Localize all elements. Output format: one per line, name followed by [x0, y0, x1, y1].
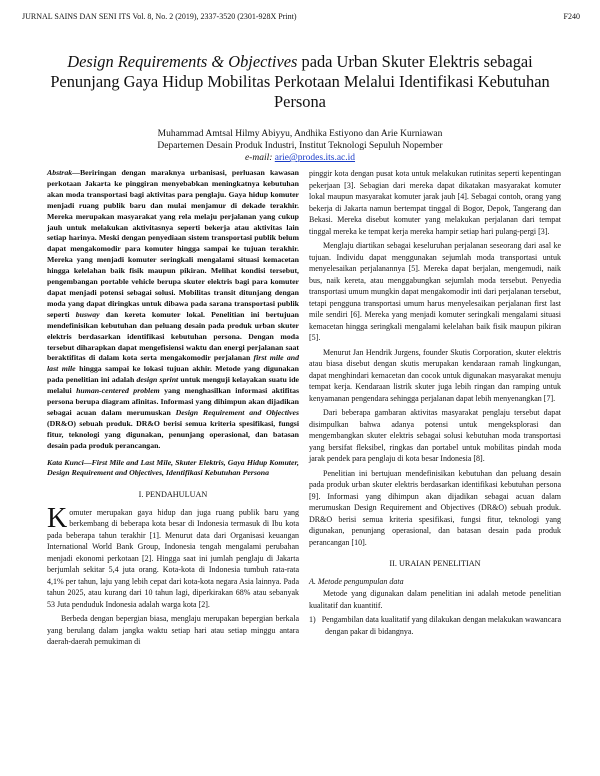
drop-cap: K [47, 502, 68, 534]
author-names: Muhammad Amtsal Hilmy Abiyyu, Andhika Estiyono dan Arie Kurniawan [157, 129, 443, 139]
email-link[interactable]: arie@prodes.its.ac.id [274, 153, 356, 163]
intro-paragraph-4: Menglaju diartikan sebagai keseluruhan perjalanan seseorang dari asal ke tujuan. Individu dapat menggunakan sejumlah moda transportasi untuk menyelesaikan perjalanannya [5]. Mereka dapat berjalan, mengemudi, naik bus, naik kereta, atau menggabungkan sejumlah moda tersebut. Penyedia transportasi umum mungkin dapat mengakomodir inti dari perjalanan tersebut, tetapi pengguna transportasi umum harus menyelesaikan perjalanan first last mile sendiri [6]. Mereka yang menjadi komuter seringkali mengalami situasi kemacetan hingga seringkali mengalami kelelahan baik fisik maupun pikiran [5]. [309, 241, 561, 342]
abstract-text-6: (DR&O) sebuah produk. DR&O berisi semua kriteria spesifikasi, fungsi fitur, teknologi yang digunakan, penunjang operasional, dan batasan desain pada produk perancangan. [47, 418, 299, 450]
intro-paragraph-2: Berbeda dengan bepergian biasa, menglaju merupakan bepergian berkala yang berulang dalam jangka waktu setiap hari atau setiap minggu antara daerah-daerah pemukiman di [47, 614, 299, 647]
abstract [47, 168, 299, 452]
intro-paragraph-3: pinggir kota dengan pusat kota untuk melakukan rutinitas seperti kepentingan pekerjaan [3]. Sebagian dari mereka dapat dikatakan masyarakat komuter lokal maupun masyarakat komuter jarak jauh [4]. Sebagai contoh, orang yang bekerja di Jakarta namun bertempat tinggal di Bogor, Depok, Tangerang dan Bekasi. Mereka disebut komuter yang melakukan perjalanan dari tempat tinggal mereka ke tempat kerja mereka hampir setiap hari pulang-pergi [3]. [309, 169, 561, 236]
intro-paragraph-6: Dari beberapa gambaran aktivitas masyarakat penglaju tersebut dapat disimpulkan bahwa adanya potensi untuk mengeksplorasi dan mengembangkan skuter elektris sebagai solusi kebutuhan moda transportasi yang bersifat fleksibel, ringkas dan portabel untuk mobilitas pindah moda jarak pendek para penglaju di kota besar Indonesia [8]. [309, 408, 561, 463]
list-text: Pengambilan data kualitatif yang dilakukan dengan melakukan wawancara dengan pakar di bidangnya. [321, 615, 561, 636]
abstract-italic-2: first mile and last mile [47, 353, 299, 374]
title-italic: Design Requirements & Objectives [67, 52, 298, 71]
list-item [309, 614, 561, 637]
keywords [47, 458, 299, 480]
paper-title [40, 52, 560, 112]
abstract-dash: — [72, 168, 80, 177]
abstract-italic-1: busway [75, 309, 100, 319]
journal-info: JURNAL SAINS DAN SENI ITS Vol. 8, No. 2 (2019), 2337-3520 (2301-928X Print) [22, 12, 297, 21]
email-label: e-mail: [244, 153, 275, 163]
keywords-text: —First Mile and Last Mile, Skuter Elektris, Gaya Hidup Komuter, Design Requirement and Objectives, Identifikasi Kebutuhan Persona [47, 457, 299, 478]
abstract-italic-3: design sprint [136, 375, 179, 385]
running-header [22, 12, 580, 21]
abstract-text-3: hingga sampai ke lokasi tujuan akhir. Metode yang digunakan pada penelitian ini adalah [47, 364, 299, 385]
abstract-italic-4: human-centered problem [76, 386, 160, 396]
abstract-text-2: dan kereta komuter lokal. Penelitian ini bertujuan mendefinisikan kebutuhan dan peluang desain pada produk urban skuter elektris berdasarkan identifikasi kebutuhan persona. Dengan moda tersebut diharapkan dapat mengefisiensi waktu dan energi perjalanan saat beraktifitas di dalam kota serta mengakomodir perjalanan [47, 309, 299, 363]
intro-paragraph-7: Penelitian ini bertujuan mendefinisikan kebutuhan dan peluang desain pada produk urban skuter elektris berdasarkan identifikasi kebutuhan persona [9]. Informasi yang dihimpun akan dijadikan sebagai acuan dalam merumuskan Design Requirement and Objectives (DR&O) sebuah produk. DR&O berisi semua kriteria spesifikasi, fungsi fitur, teknologi yang digunakan, penunjang operasional, dan batasan desain pada produk perancangan [10]. [309, 468, 561, 547]
title-rest: pada Urban Skuter Elektris sebagai Penunjang Gaya Hidup Mobilitas Perkotaan Melalui Identifikasi Kebutuhan Persona [50, 52, 550, 111]
section-heading-methods: II. URAIAN PENELITIAN [389, 559, 481, 568]
intro-paragraph-5: Menurut Jan Hendrik Jurgens, founder Skutis Corporation, skuter elektris atau biasa disebut dengan skutis merupakan kendaraan ramah lingkungan, dapat menghindari kemacetan dan cocok untuk digunakan masyarakat menuju tempat kerja. Kendaraan listrik skuter juga lebih ringan dan ramping untuk kenyamanan pengendara sehingga perjalanan dapat lebih menyenangkan [7]. [309, 347, 561, 403]
intro-text-1: omuter merupakan gaya hidup dan juga ruang publik baru yang berkembang di beberapa kota besar di Indonesia termasuk di Ibu kota pada beberapa tahun terakhir [1]. Menurut data dari Organisasi keuangan International World Bank Group, Indonesia tengah mengalami perubahan menjadi ekonomi perkotaan [2]. Hingga saat ini jumlah penglaju di Jakarta berjumlah sekitar 5,4 juta orang. Kota-kota di Indonesia tumbuh rata-rata 4,1% per tahun, laju yang lebih cepat dari kota-kota negara Asia lainnya. Pada tahun 2025, atau kurang dari 10 tahun lagi, diperkirakan 68% atau sebanyak 53 Juta penduduk Indonesia adalah warga kota [2]. [47, 507, 299, 609]
intro-paragraph-1 [47, 502, 299, 611]
abstract-text-1: Beriringan dengan maraknya urbanisasi, perluasan kawasan perkotaan Jakarta ke pinggiran menyebabkan meningkatnya kebutuhan akan moda transportasi bagi aktivitas para penglaju. Gaya hidup komuter menjadi ruang publik baru dan mulai menjamur di dekade terakhir. Mereka merupakan masyarakat yang rela melaju perjalanan yang cukup jauh untuk melakukan aktivitasnya seperti bekerja atau aktivitas lain setiap harinya. Meski dengan penyediaan sistem transportasi publik belum dapat mengakomodir para komuter hingga sampai ke tujuan terakhir. Mereka yang menjadi komuter seringkali mengalami situasi kemacetan hingga kelelahan baik fisik maupun pikiran. Melihat kondisi tersebut, pengembangan portable vehicle berupa skuter elektris bagi para komuter dapat menjadi potensi sebagai solusi. Mobilitas transit ditunjang dengan moda yang dapat diringkas untuk dibawa pada sarana transportasi publik seperti [47, 168, 299, 319]
affiliation: Departemen Desain Produk Industri, Institut Teknologi Sepuluh Nopember [157, 141, 443, 151]
keywords-label: Kata Kunci [47, 457, 84, 467]
author-block [40, 128, 560, 164]
abstract-text-5: yang menghasilkan informasi aktifitas persona berupa diagram afinitas. Informasi yang dihimpun akan dijadikan sebagai acuan dalam merumuskan [47, 386, 299, 417]
methods-paragraph-1: Metode yang digunakan dalam penelitian ini adalah metode penelitian kualitatif dan kuantitif. [309, 589, 561, 610]
page-number: F240 [563, 12, 580, 21]
email-line [40, 152, 560, 164]
right-column [309, 168, 561, 640]
abstract-text-4: untuk menguji kelayakan suatu ide melalui [47, 375, 299, 396]
section-heading-intro: I. PENDAHULUAN [138, 490, 208, 500]
abstract-italic-5: Design Requirement and Objectives [175, 407, 300, 417]
subsection-heading: A. Metode pengumpulan data [309, 576, 404, 586]
list-number: 1) [309, 615, 316, 624]
left-column [47, 168, 299, 651]
abstract-label: Abstrak [47, 168, 73, 177]
